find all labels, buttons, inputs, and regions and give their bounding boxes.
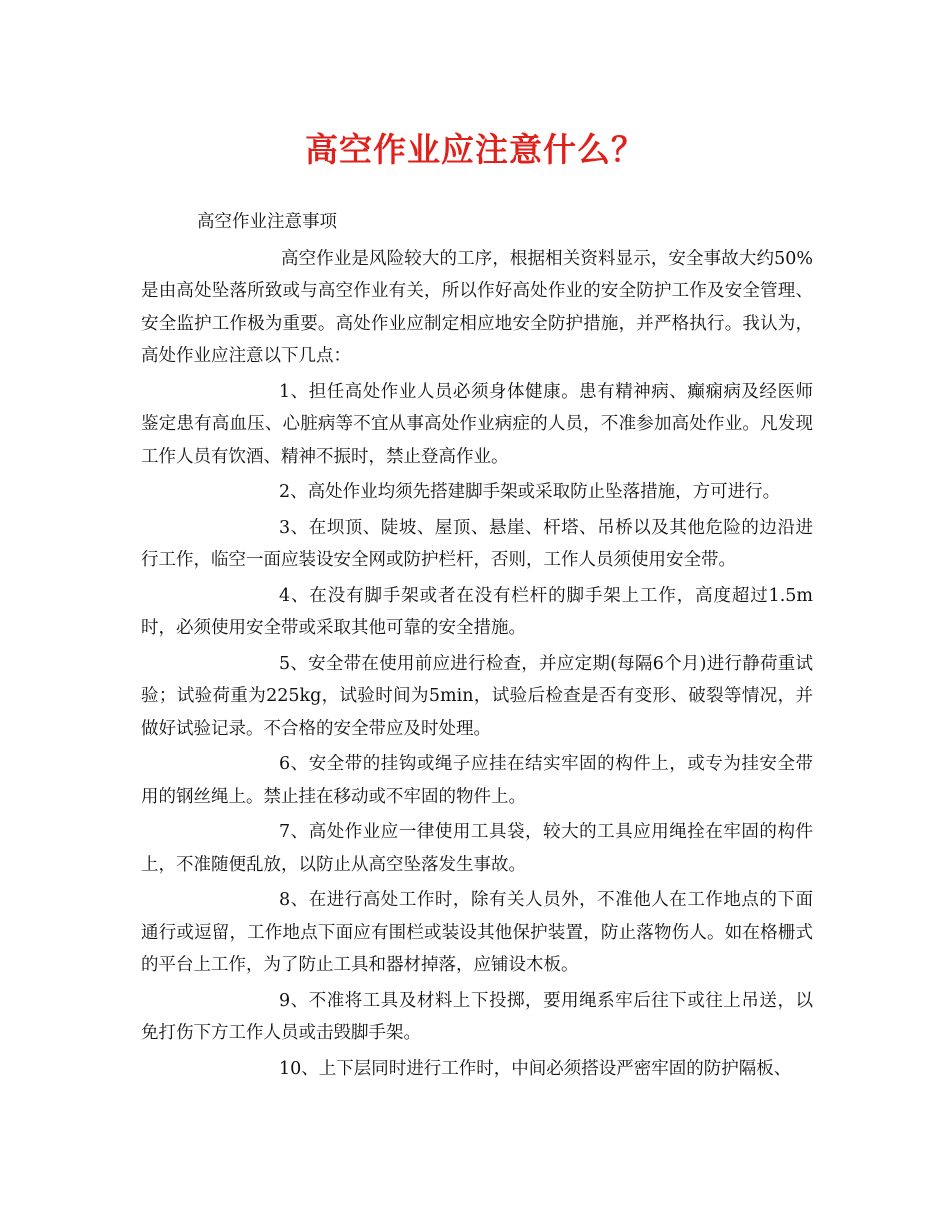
list-item: 3、在坝顶、陡坡、屋顶、悬崖、杆塔、吊桥以及其他危险的边沿进行工作，临空一面应装设安全网或防护栏杆，否则，工作人员须使用安全带。 (141, 517, 813, 570)
intro-paragraph: 高空作业是风险较大的工序，根据相关资料显示，安全事故大约50%是由高处坠落所致或与高空作业有关，所以作好高处作业的安全防护工作及安全管理、安全监护工作极为重要。高处作业应制定相应地安全防护措施，并严格执行。我认为，高处作业应注意以下几点： (141, 248, 813, 366)
list-item: 2、高处作业均须先搭建脚手架或采取防止坠落措施，方可进行。 (279, 482, 781, 502)
list-item: 5、安全带在使用前应进行检查，并应定期(每隔6个月)进行静荷重试验；试验荷重为225kg，试验时间为5min，试验后检查是否有变形、破裂等情况，并做好试验记录。不合格的安全带应及时处理。 (141, 653, 813, 739)
list-item: 10、上下层同时进行工作时，中间必须搭设严密牢固的防护隔板、 (279, 1058, 792, 1079)
document-body (141, 206, 813, 1088)
list-item: 6、安全带的挂钩或绳子应挂在结实牢固的构件上，或专为挂安全带用的钢丝绳上。禁止挂在移动或不牢固的物件上。 (141, 754, 813, 807)
list-item: 9、不准将工具及材料上下投掷，要用绳系牢后往下或往上吊送，以免打伤下方工作人员或击毁脚手架。 (141, 990, 813, 1043)
list-item: 8、在进行高处工作时，除有关人员外，不准他人在工作地点的下面通行或逗留，工作地点下面应有围栏或装设其他保护装置，防止落物伤人。如在格栅式的平台上工作，为了防止工具和器材掉落，应铺设木板。 (141, 890, 813, 975)
list-item: 4、在没有脚手架或者在没有栏杆的脚手架上工作，高度超过1.5m时，必须使用安全带或采取其他可靠的安全措施。 (141, 585, 813, 638)
document-title: 高空作业应注意什么？ (305, 130, 645, 169)
list-item: 7、高处作业应一律使用工具袋，较大的工具应用绳拴在牢固的构件上，不准随便乱放，以防止从高空坠落发生事故。 (141, 822, 813, 875)
list-item: 1、担任高处作业人员必须身体健康。患有精神病、癫痫病及经医师鉴定患有高血压、心脏病等不宜从事高处作业病症的人员，不准参加高处作业。凡发现工作人员有饮酒、精神不振时，禁止登高作业。 (141, 381, 813, 467)
document-subtitle: 高空作业注意事项 (197, 212, 337, 232)
